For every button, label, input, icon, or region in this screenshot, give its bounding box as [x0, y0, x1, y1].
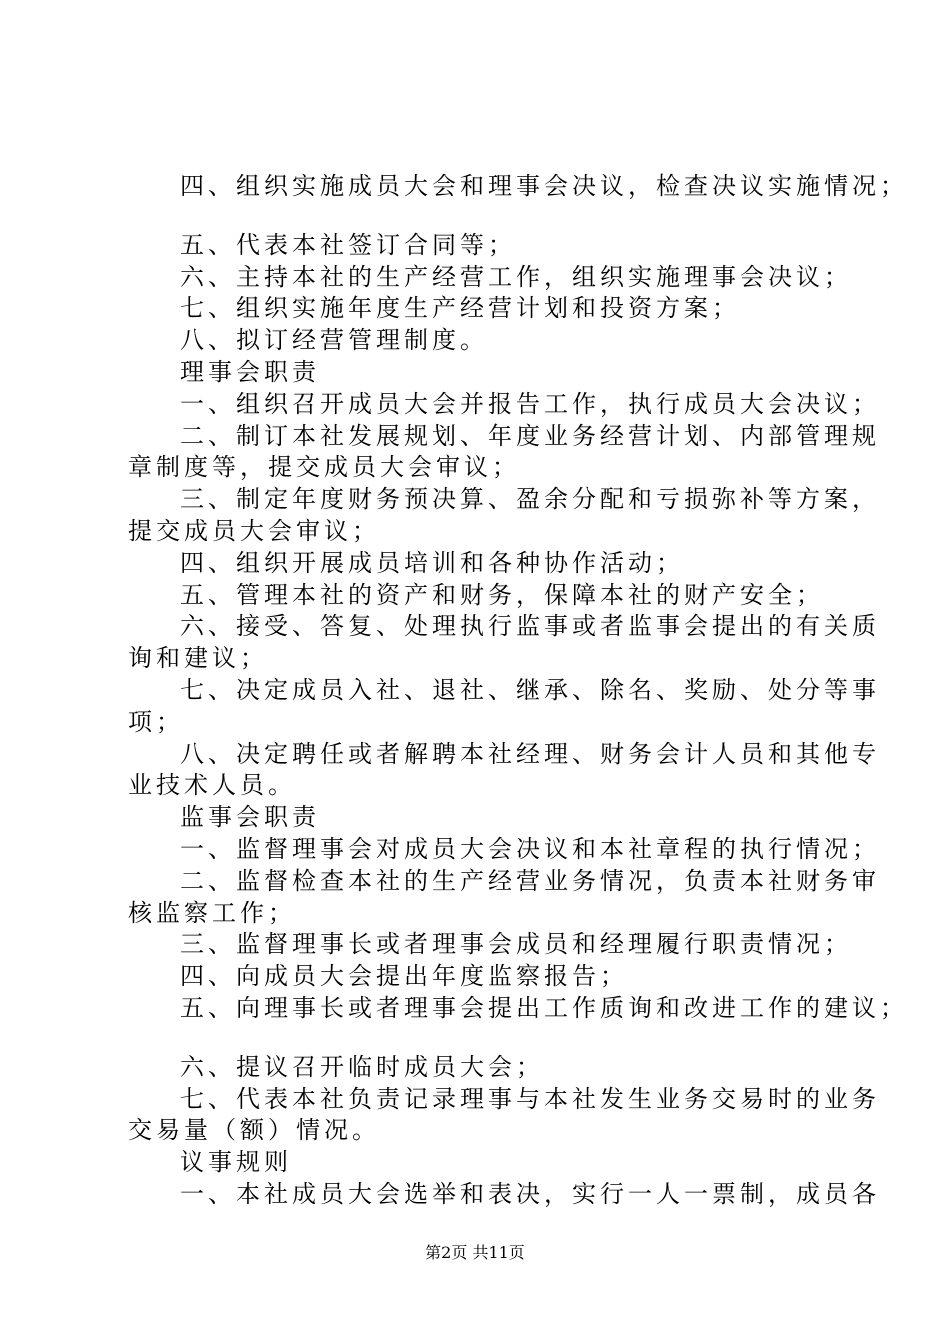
paragraph-line: 七、决定成员入社、退社、继承、除名、奖励、处分等事	[180, 675, 880, 704]
paragraph-line: 一、本社成员大会选举和表决，实行一人一票制，成员各	[180, 1179, 880, 1208]
paragraph-line: 二、制订本社发展规划、年度业务经营计划、内部管理规	[180, 421, 880, 450]
paragraph-line: 三、制定年度财务预决算、盈余分配和亏损弥补等方案，	[180, 485, 880, 514]
paragraph-line: 七、组织实施年度生产经营计划和投资方案；	[180, 294, 740, 323]
section-heading: 监事会职责	[180, 803, 320, 832]
paragraph-line: 提交成员大会审议；	[128, 516, 380, 545]
paragraph-line: 七、代表本社负责记录理事与本社发生业务交易时的业务	[180, 1084, 880, 1113]
paragraph-gap	[128, 203, 840, 230]
paragraph-line: 项；	[128, 707, 184, 736]
paragraph-line: 四、组织开展成员培训和各种协作活动；	[180, 548, 684, 577]
paragraph-line: 二、监督检查本社的生产经营业务情况，负责本社财务审	[180, 866, 880, 895]
paragraph-line: 六、提议召开临时成员大会；	[180, 1052, 544, 1081]
page-number-footer: 第2页 共11页	[425, 1243, 525, 1262]
paragraph-line: 五、向理事长或者理事会提出工作质询和改进工作的建议；	[180, 993, 908, 1022]
paragraph-gap	[128, 1025, 840, 1052]
paragraph-line: 五、代表本社签订合同等；	[180, 230, 516, 259]
paragraph-line: 业技术人员。	[128, 771, 296, 800]
paragraph-line: 六、接受、答复、处理执行监事或者监事会提出的有关质	[180, 612, 880, 641]
paragraph-line: 核监察工作；	[128, 898, 296, 927]
paragraph-line: 四、组织实施成员大会和理事会决议，检查决议实施情况；	[180, 172, 908, 200]
section-heading: 议事规则	[180, 1148, 292, 1177]
paragraph-line: 四、向成员大会提出年度监察报告；	[180, 962, 628, 991]
paragraph-line: 八、拟订经营管理制度。	[180, 326, 488, 355]
paragraph-line: 一、组织召开成员大会并报告工作，执行成员大会决议；	[180, 389, 880, 418]
paragraph-line: 一、监督理事会对成员大会决议和本社章程的执行情况；	[180, 834, 880, 863]
document-body	[128, 171, 908, 1211]
paragraph-line: 询和建议；	[128, 644, 268, 673]
paragraph-line: 八、决定聘任或者解聘本社经理、财务会计人员和其他专	[180, 739, 880, 768]
paragraph-line: 六、主持本社的生产经营工作，组织实施理事会决议；	[180, 262, 852, 291]
section-heading: 理事会职责	[180, 357, 320, 386]
paragraph-line: 三、监督理事长或者理事会成员和经理履行职责情况；	[180, 930, 852, 959]
paragraph-line: 交易量（额）情况。	[128, 1116, 380, 1145]
paragraph-line: 章制度等，提交成员大会审议；	[128, 453, 520, 482]
paragraph-line: 五、管理本社的资产和财务，保障本社的财产安全；	[180, 580, 824, 609]
